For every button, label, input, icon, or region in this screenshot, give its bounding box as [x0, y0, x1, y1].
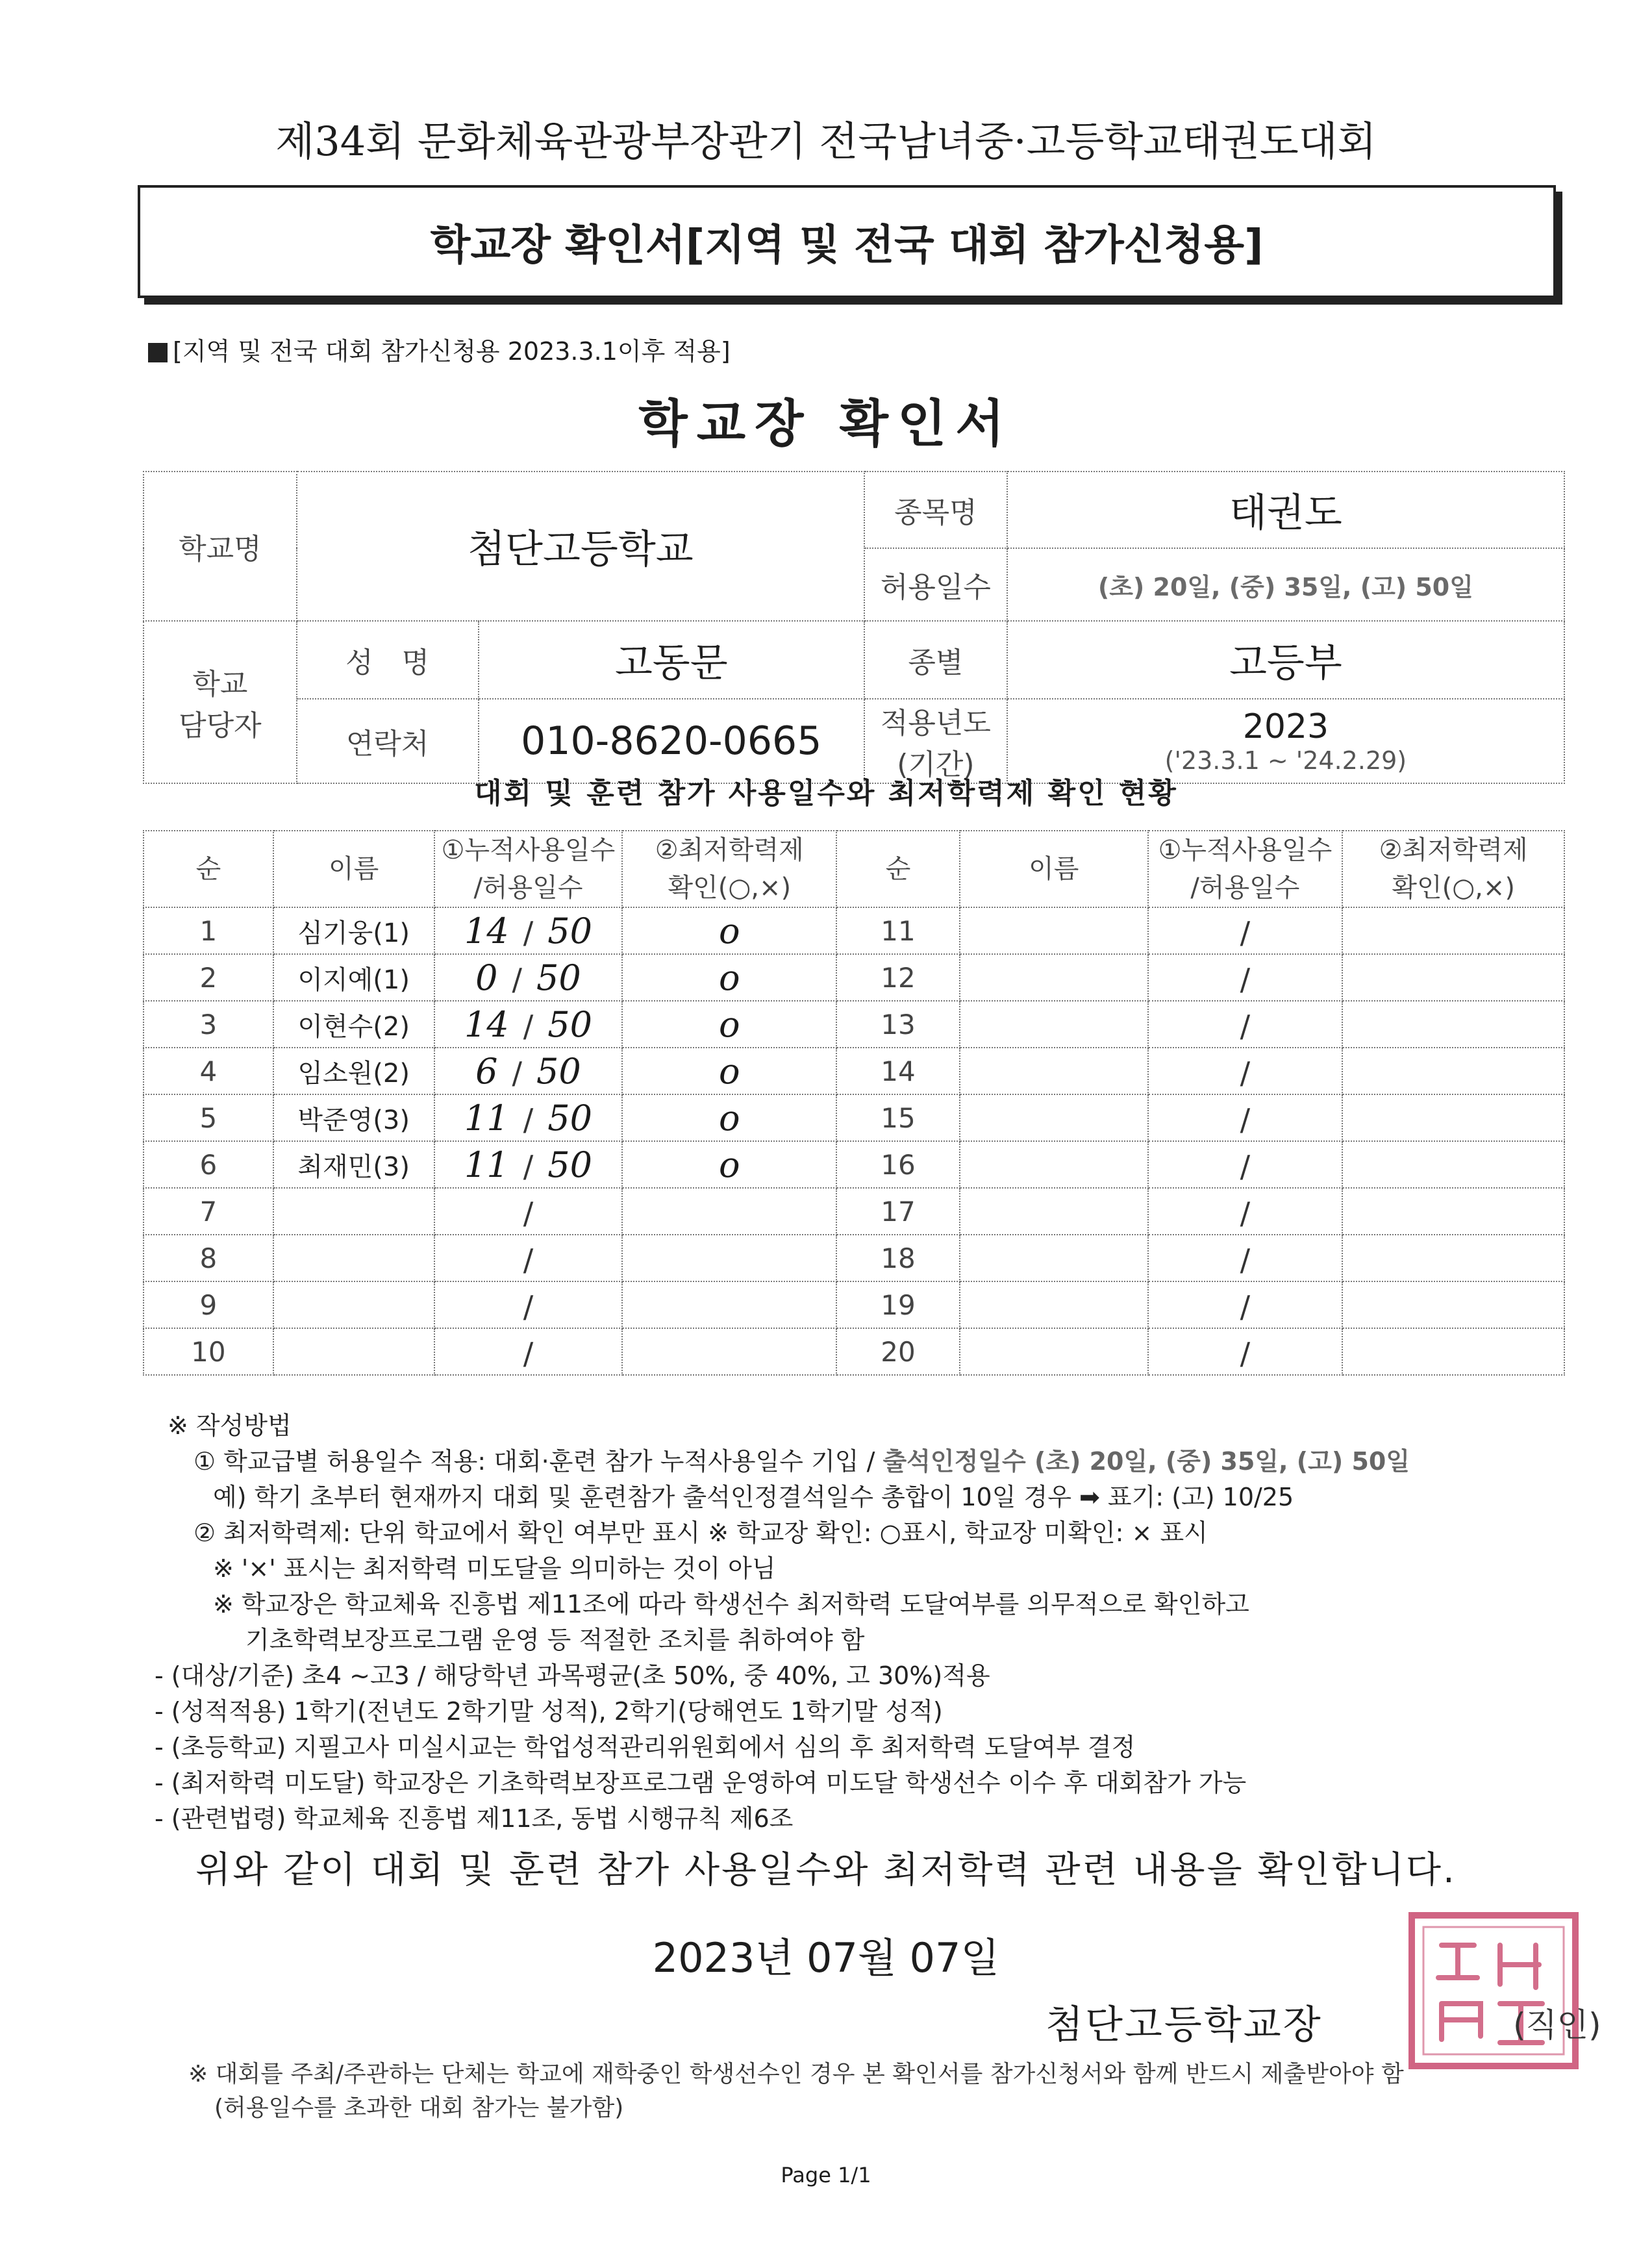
- header-no: 순: [144, 831, 273, 907]
- row-number: 9: [144, 1281, 273, 1328]
- header-days-right-line1: ①누적사용일수: [1158, 835, 1333, 865]
- days-cell: [1148, 1281, 1343, 1328]
- row-number: 6: [144, 1141, 273, 1188]
- table-row: [144, 1281, 1564, 1328]
- achievement-check: [1342, 1094, 1564, 1141]
- days-cell: [434, 1188, 623, 1235]
- used-days: 14: [464, 1003, 509, 1045]
- table-row: [144, 1188, 1564, 1235]
- square-bullet-icon: [148, 343, 168, 362]
- year-value: 2023: [1242, 707, 1329, 746]
- row-number: 20: [836, 1328, 960, 1375]
- achievement-check: [1342, 1001, 1564, 1048]
- row-number: 14: [836, 1048, 960, 1094]
- note-dash-2: - (성적적용) 1학기(전년도 2학기말 성적), 2학기(당해연도 1학기말 성적): [155, 1697, 943, 1726]
- achievement-check: o: [622, 1048, 836, 1094]
- note-dash-4: - (최저학력 미도달) 학교장은 기초학력보장프로그램 운영하여 미도달 학생선수 이수 후 대회참가 가능: [155, 1769, 1247, 1797]
- header-check-line1: ②최저학력제: [655, 835, 804, 865]
- allowed-days-value: 50: [536, 1050, 581, 1092]
- table-row: [144, 1141, 1564, 1188]
- days-cell: [1148, 907, 1343, 954]
- seal-mark: (직인): [1513, 2006, 1601, 2044]
- footnote: [188, 2058, 1604, 2125]
- table-row: [144, 1235, 1564, 1281]
- days-separator: /: [523, 1148, 534, 1184]
- days-separator: /: [523, 1242, 534, 1278]
- row-number: 12: [836, 954, 960, 1001]
- row-number: 15: [836, 1094, 960, 1141]
- table-row: [144, 1328, 1564, 1375]
- header-check-right: [1342, 831, 1564, 907]
- header-days-right-line2: /허용일수: [1190, 873, 1300, 903]
- table-row: [144, 954, 1564, 1001]
- note-2-b: ※ 학교장은 학교체육 진흥법 제11조에 따라 학생선수 최저학력 도달여부를 의무적으로 확인하고: [213, 1590, 1249, 1619]
- signer: 첨단고등학교장: [1045, 2002, 1323, 2048]
- manager-name: 고동문: [479, 621, 864, 699]
- division-label: 종별: [864, 621, 1007, 699]
- note-1-highlight: 출석인정일수 (초) 20일, (중) 35일, (고) 50일: [882, 1447, 1410, 1476]
- header-check-line2: 확인(○,×): [668, 873, 792, 903]
- notice: [148, 331, 731, 367]
- achievement-check: [1342, 1328, 1564, 1375]
- header-name-right: 이름: [960, 831, 1148, 907]
- table-row: [144, 907, 1564, 954]
- row-number: 2: [144, 954, 273, 1001]
- page-number: Page 1/1: [781, 2163, 871, 2187]
- achievement-check: [1342, 1281, 1564, 1328]
- days-cell: [1148, 1001, 1343, 1048]
- days-cell: [434, 1328, 623, 1375]
- name-label: 성 명: [297, 621, 479, 699]
- table-row: [144, 1094, 1564, 1141]
- achievement-check: [1342, 1188, 1564, 1235]
- days-separator: /: [523, 1102, 534, 1137]
- official-seal: [1403, 1906, 1584, 2075]
- note-1-text: ① 학교급별 허용일수 적용: 대회·훈련 참가 누적사용일수 기입 /: [194, 1447, 883, 1476]
- days-cell: [1148, 1188, 1343, 1235]
- days-separator: /: [523, 1195, 534, 1231]
- row-number: 4: [144, 1048, 273, 1094]
- student-name: [273, 1188, 434, 1235]
- days-cell: [434, 1281, 623, 1328]
- note-dash-1: - (대상/기준) 초4 ~고3 / 해당학년 과목평균(초 50%, 중 40%, 고 30%)적용: [155, 1661, 990, 1690]
- allowed-days-value: 50: [547, 1144, 592, 1185]
- days-cell: [1148, 1328, 1343, 1375]
- achievement-check: [622, 1281, 836, 1328]
- days-cell: [434, 954, 623, 1001]
- note-2-a: ※ '×' 표시는 최저학력 미도달을 의미하는 것이 아님: [213, 1554, 776, 1583]
- days-separator: /: [1240, 1195, 1251, 1231]
- achievement-check: [1342, 1235, 1564, 1281]
- section-title: 대회 및 훈련 참가 사용일수와 최저학력제 확인 현황: [474, 777, 1178, 810]
- header-days-line1: ①누적사용일수: [441, 835, 616, 865]
- student-name: [273, 1235, 434, 1281]
- achievement-check: [622, 1328, 836, 1375]
- note-dash-5: - (관련법령) 학교체육 진흥법 제11조, 동법 시행규칙 제6조: [155, 1804, 794, 1833]
- achievement-check: [1342, 954, 1564, 1001]
- student-name: [960, 907, 1148, 954]
- doc-title: 학교장 확인서[지역 및 전국 대회 참가신청용]: [430, 221, 1264, 270]
- student-name: [960, 954, 1148, 1001]
- days-separator: /: [1240, 1335, 1251, 1371]
- row-number: 1: [144, 907, 273, 954]
- header-days-line2: /허용일수: [473, 873, 583, 903]
- notes-heading: ※ 작성방법: [168, 1411, 292, 1440]
- achievement-check: [1342, 1141, 1564, 1188]
- note-2: ② 최저학력제: 단위 학교에서 확인 여부만 표시 ※ 학교장 확인: ○표시, 학교장 미확인: × 표시: [194, 1518, 1208, 1547]
- note-1-example: 예) 학기 초부터 현재까지 대회 및 훈련참가 출석인정결석일수 총합이 10일 경우 ➡ 표기: (고) 10/25: [213, 1483, 1294, 1511]
- used-days: 6: [475, 1050, 498, 1092]
- achievement-check: [622, 1188, 836, 1235]
- days-separator: /: [1240, 1008, 1251, 1044]
- days-separator: /: [1240, 1289, 1251, 1324]
- header-name: 이름: [273, 831, 434, 907]
- row-number: 10: [144, 1328, 273, 1375]
- days-separator: /: [1240, 1102, 1251, 1137]
- note-2-c: 기초학력보장프로그램 운영 등 적절한 조치를 취하여야 함: [245, 1626, 865, 1654]
- footnote-2: (허용일수를 초과한 대회 참가는 불가함): [214, 2095, 624, 2121]
- note-1: [168, 1444, 1564, 1480]
- event-title: 제34회 문화체육관광부장관기 전국남녀중·고등학교태권도대회: [275, 118, 1377, 165]
- doc-title-box: [138, 185, 1556, 298]
- student-name: [960, 1328, 1148, 1375]
- student-name: 이현수(2): [273, 1001, 434, 1048]
- contact-value: 010-8620-0665: [479, 699, 864, 783]
- achievement-check: [622, 1235, 836, 1281]
- student-name: [960, 1281, 1148, 1328]
- status-table: [143, 830, 1565, 1376]
- achievement-check: [1342, 1048, 1564, 1094]
- student-name: [273, 1328, 434, 1375]
- confirmation-statement: 위와 같이 대회 및 훈련 참가 사용일수와 최저학력 관련 내용을 확인합니다.: [195, 1849, 1457, 1891]
- days-cell: [1148, 954, 1343, 1001]
- header-check: [622, 831, 836, 907]
- notice-text: [지역 및 전국 대회 참가신청용 2023.3.1이후 적용]: [173, 337, 731, 366]
- student-name: 최재민(3): [273, 1141, 434, 1188]
- division-value: 고등부: [1007, 621, 1564, 699]
- row-number: 18: [836, 1235, 960, 1281]
- days-separator: /: [512, 961, 523, 997]
- header-check-right-line2: 확인(○,×): [1392, 873, 1515, 903]
- row-number: 7: [144, 1188, 273, 1235]
- table-row: [144, 1048, 1564, 1094]
- contact-label: 연락처: [297, 699, 479, 783]
- days-separator: /: [1240, 1148, 1251, 1184]
- achievement-check: o: [622, 1094, 836, 1141]
- school-info-table: [143, 471, 1565, 784]
- student-name: 임소원(2): [273, 1048, 434, 1094]
- used-days: 14: [464, 910, 509, 951]
- achievement-check: [1342, 907, 1564, 954]
- student-name: [960, 1235, 1148, 1281]
- header-days: [434, 831, 623, 907]
- student-name: [273, 1281, 434, 1328]
- student-name: [960, 1048, 1148, 1094]
- student-name: 이지예(1): [273, 954, 434, 1001]
- days-cell: [434, 1141, 623, 1188]
- school-name: 첨단고등학교: [297, 472, 864, 621]
- manager-label-line1: 학교: [192, 668, 248, 701]
- year-label-line1: 적용년도: [880, 707, 991, 740]
- header-days-right: [1148, 831, 1343, 907]
- row-number: 17: [836, 1188, 960, 1235]
- days-separator: /: [523, 1335, 534, 1371]
- days-cell: [434, 1094, 623, 1141]
- achievement-check: o: [622, 907, 836, 954]
- days-separator: /: [1240, 914, 1251, 950]
- days-separator: /: [1240, 1055, 1251, 1090]
- days-cell: [434, 1048, 623, 1094]
- allowed-days-label: 허용일수: [864, 548, 1007, 621]
- row-number: 5: [144, 1094, 273, 1141]
- days-cell: [1148, 1235, 1343, 1281]
- row-number: 3: [144, 1001, 273, 1048]
- manager-label: [144, 621, 297, 783]
- footnote-1: ※ 대회를 주최/주관하는 단체는 학교에 재학중인 학생선수인 경우 본 확인서를 참가신청서와 함께 반드시 제출받아야 함: [188, 2061, 1404, 2087]
- main-title: 학교장 확인서: [638, 395, 1014, 453]
- school-name-label: 학교명: [144, 472, 297, 621]
- achievement-check: o: [622, 954, 836, 1001]
- days-cell: [1148, 1141, 1343, 1188]
- days-cell: [434, 1001, 623, 1048]
- days-cell: [1148, 1094, 1343, 1141]
- allowed-days-value: 50: [547, 1003, 592, 1045]
- header-check-right-line1: ②최저학력제: [1379, 835, 1528, 865]
- student-name: [960, 1141, 1148, 1188]
- student-name: 심기웅(1): [273, 907, 434, 954]
- allowed-days: (초) 20일, (중) 35일, (고) 50일: [1007, 548, 1564, 621]
- student-name: [960, 1001, 1148, 1048]
- student-name: [960, 1188, 1148, 1235]
- manager-label-line2: 담당자: [179, 709, 262, 742]
- row-number: 16: [836, 1141, 960, 1188]
- days-separator: /: [512, 1055, 523, 1090]
- row-number: 13: [836, 1001, 960, 1048]
- year-label-line2: (기간): [897, 748, 975, 781]
- year-period: ('23.3.1 ~ '24.2.29): [1164, 746, 1407, 775]
- event-label: 종목명: [864, 472, 1007, 548]
- instructions: [155, 1408, 1564, 1837]
- days-cell: [1148, 1048, 1343, 1094]
- used-days: 11: [464, 1144, 509, 1185]
- days-separator: /: [1240, 961, 1251, 997]
- table-row: [144, 1001, 1564, 1048]
- allowed-days-value: 50: [536, 957, 581, 998]
- row-number: 19: [836, 1281, 960, 1328]
- student-name: 박준영(3): [273, 1094, 434, 1141]
- row-number: 11: [836, 907, 960, 954]
- achievement-check: o: [622, 1141, 836, 1188]
- days-separator: /: [523, 914, 534, 950]
- days-cell: [434, 907, 623, 954]
- used-days: 0: [475, 957, 498, 998]
- note-dash-3: - (초등학교) 지필고사 미실시교는 학업성적관리위원회에서 심의 후 최저학력 도달여부 결정: [155, 1733, 1136, 1761]
- allowed-days-value: 50: [547, 1097, 592, 1139]
- row-number: 8: [144, 1235, 273, 1281]
- event-value: 태권도: [1007, 472, 1564, 548]
- document-date: 2023년 07월 07일: [652, 1934, 1000, 1982]
- days-separator: /: [523, 1289, 534, 1324]
- days-cell: [434, 1235, 623, 1281]
- achievement-check: o: [622, 1001, 836, 1048]
- days-separator: /: [523, 1008, 534, 1044]
- student-name: [960, 1094, 1148, 1141]
- days-separator: /: [1240, 1242, 1251, 1278]
- used-days: 11: [464, 1097, 509, 1139]
- header-no-right: 순: [836, 831, 960, 907]
- allowed-days-value: 50: [547, 910, 592, 951]
